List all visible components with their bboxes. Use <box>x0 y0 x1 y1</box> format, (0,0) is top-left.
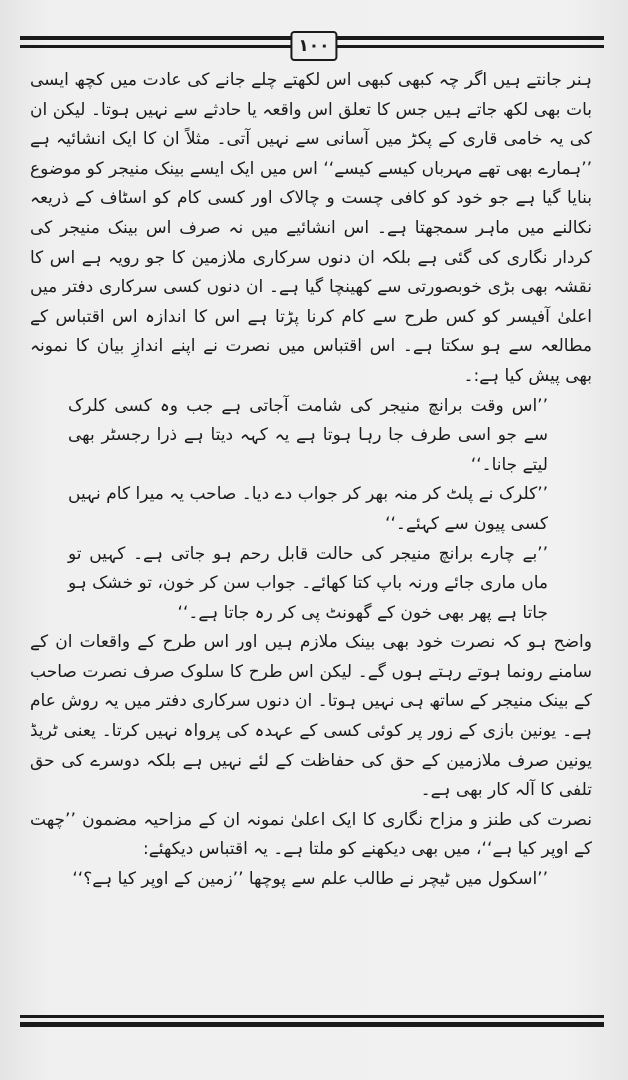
body-paragraph: نصرت کی طنز و مزاح نگاری کا ایک اعلیٰ نمونہ ان کے مزاحیہ مضمون ’’چھت کے اوپر کیا ہے‘‘، میں بھی دیکھنے کو ملتا ہے۔ یہ اقتباس دیکھئے: <box>30 809 592 860</box>
footer-rule-thin <box>20 1015 604 1018</box>
page-number: ۱۰۰ <box>290 31 337 61</box>
quoted-passage: ’’اس وقت برانچ منیجر کی شامت آجاتی ہے جب وہ کسی کلرک سے جو اسی طرف جا رہا ہوتا ہے یہ کہہ دیتا ہے ذرا رجسٹر بھی لیتے جانا۔‘‘ <box>68 395 548 475</box>
body-paragraph: واضح ہو کہ نصرت خود بھی بینک ملازم ہیں اور اس طرح کے واقعات ان کے سامنے رونما ہوتے رہتے ہوں گے۔ لیکن اس طرح کا سلوک صرف نصرت صاحب کے بینک منیجر کے ساتھ ہی نہیں ہوتا۔ ان دنوں سرکاری دفتر میں یہ روش عام ہے۔ یونین بازی کے زور پر کوئی کسی کے عہدہ کی پرواہ نہیں کرتا۔ یعنی ٹریڈ یونین صرف ملازمین کے حق کی حفاظت کے لئے نہیں ہے بلکہ دوسرے کی حق تلفی کا آلہ کار بھی ہے۔ <box>30 632 592 801</box>
quoted-passage: ’’بے چارے برانچ منیجر کی حالت قابل رحم ہو جاتی ہے۔ کہیں تو ماں ماری جائے ورنہ باپ کتا کھائے۔ جواب سن کر خون، تو خشک ہو جاتا ہے پھر بھی خون کے گھونٹ پی کر رہ جاتا ہے۔‘‘ <box>68 543 548 623</box>
body-paragraph: ہنر جانتے ہیں اگر چہ کبھی کبھی اس لکھتے چلے جانے کی عادت میں کچھ ایسی بات بھی لکھ جاتے ہیں جس کا تعلق اس واقعہ یا حادثے سے نہیں ہوتا۔ لیکن ان کی یہ خامی قاری کے پکڑ میں آسانی سے نہیں آتی۔ مثلاً ان کا ایک انشائیہ ہے ’’ہمارے بھی تھے مہرباں کیسے کیسے‘‘ اس میں ایک ایسے بینک منیجر کو موضوع بنایا گیا ہے جو خود کو کافی چست و چالاک اور کسی کام کو اسٹاف کے ذریعہ نکالنے میں ماہر سمجھتا ہے۔ اس انشائیے میں نہ صرف اس بینک منیجر کی کردار نگاری کی گئی ہے بلکہ ان دنوں سرکاری ملازمین کا جو رویہ ہے اس کا نقشہ بھی بڑی خوبصورتی سے کھینچا گیا ہے۔ ان دنوں کسی سرکاری دفتر میں اعلیٰ آفیسر کو کس طرح سے کام کرنا پڑتا ہے اس کا اندازہ اس اقتباس کے مطالعہ سے ہو سکتا ہے۔ اس اقتباس میں نصرت نے اپنے اندازِ بیان کا نمونہ بھی پیش کیا ہے:۔ <box>30 70 592 386</box>
quoted-passage: ’’اسکول میں ٹیچر نے طالب علم سے پوچھا ’’زمین کے اوپر کیا ہے؟‘‘ <box>72 869 548 890</box>
footer-rule <box>20 1015 604 1035</box>
quoted-passage: ’’کلرک نے پلٹ کر منہ بھر کر جواب دے دیا۔ صاحب یہ میرا کام نہیں کسی پیون سے کہئے۔‘‘ <box>68 484 548 534</box>
footer-rule-thick <box>20 1022 604 1027</box>
page-body-text <box>30 66 592 1010</box>
